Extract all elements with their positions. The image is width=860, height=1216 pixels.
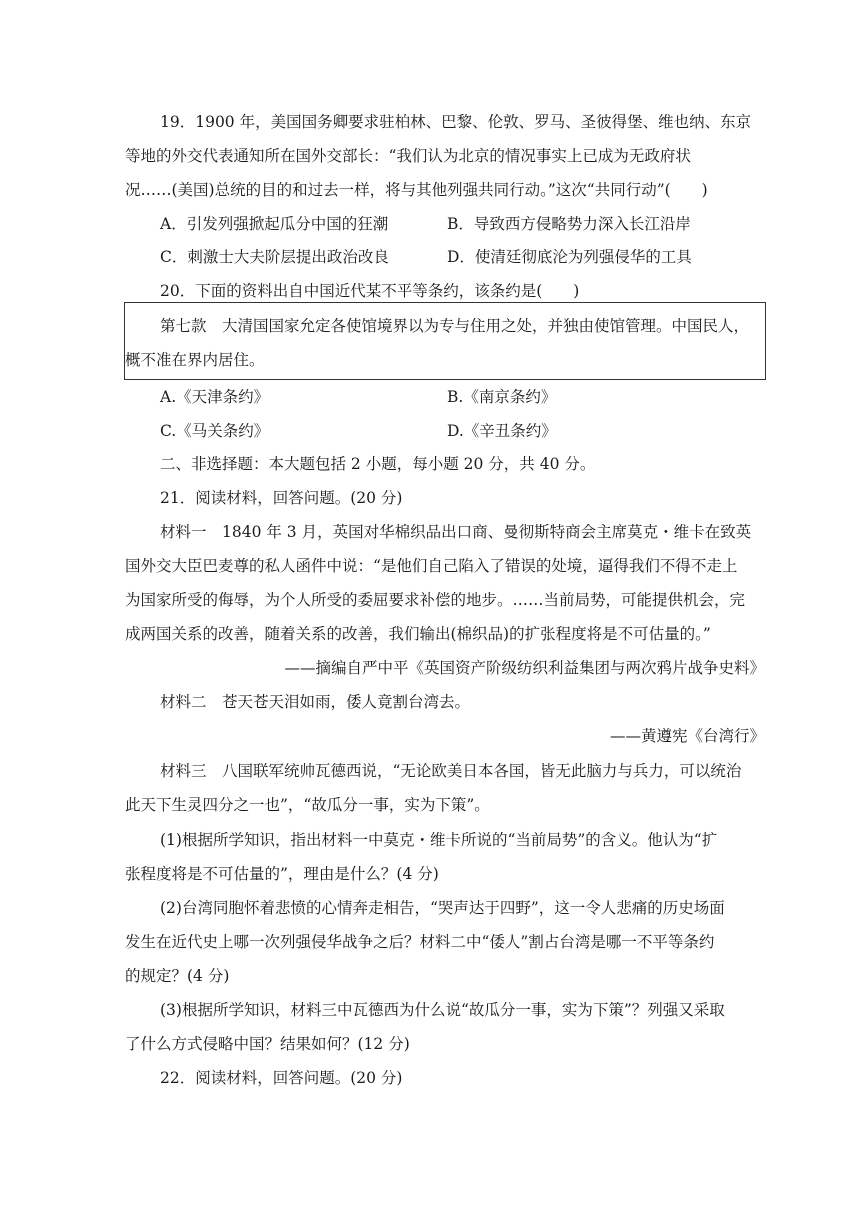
q21-material1-line2: 国外交大臣巴麦尊的私人函件中说：“是他们自己陷入了错误的处境，逼得我们不得不走上: [125, 557, 738, 575]
q21-material1-source: ——摘编自严中平《英国资产阶级纺织利益集团与两次鸦片战争史料》: [284, 659, 765, 677]
q21-subquestion3-line1: (3)根据所学知识，材料三中瓦德西为什么说“故瓜分一事，实为下策”？列强又采取: [160, 1001, 725, 1019]
q20-option-d: D.《辛丑条约》: [447, 422, 557, 440]
q21-stem: 21．阅读材料，回答问题。(20 分): [160, 489, 403, 507]
q21-subquestion2-line2: 发生在近代史上哪一次列强侵华战争之后？材料二中“倭人”割占台湾是哪一不平等条约: [125, 933, 715, 951]
q21-subquestion3-line2: 了什么方式侵略中国？结果如何？(12 分): [125, 1035, 410, 1053]
q21-material1-line4: 成两国关系的改善，随着关系的改善，我们输出(棉织品)的扩张程度将是不可估量的。”: [125, 625, 711, 643]
q19-stem-line1: 19．1900 年，美国国务卿要求驻柏林、巴黎、伦敦、罗马、圣彼得堡、维也纳、东京: [160, 113, 752, 131]
q20-option-b: B.《南京条约》: [447, 388, 557, 406]
q20-stem: 20．下面的资料出自中国近代某不平等条约，该条约是( ): [160, 282, 580, 300]
q20-option-a: A.《天津条约》: [160, 388, 270, 406]
q21-material2-line1: 材料二 苍天苍天泪如雨，倭人竟割台湾去。: [160, 693, 471, 711]
q19-option-d: D．使清廷彻底沦为列强侵华的工具: [447, 248, 692, 266]
q21-subquestion2-line3: 的规定？(4 分): [125, 967, 230, 985]
q21-material1-line3: 为国家所受的侮辱，为个人所受的委屈要求补偿的地步。……当前局势，可能提供机会，完: [125, 591, 746, 609]
q21-material2-source: ——黄遵宪《台湾行》: [609, 727, 765, 745]
q19-stem-line3: 况……(美国)总统的目的和过去一样，将与其他列强共同行动。”这次“共同行动”( ): [125, 181, 708, 199]
q22-stem: 22．阅读材料，回答问题。(20 分): [160, 1069, 403, 1087]
q19-option-c: C．刺激士大夫阶层提出政治改良: [160, 248, 389, 266]
q21-subquestion2-line1: (2)台湾同胞怀着悲愤的心情奔走相告，“哭声达于四野”，这一令人悲痛的历史场面: [160, 899, 725, 917]
q21-material3-line2: 此天下生灵四分之一也”，“故瓜分一事，实为下策”。: [125, 796, 490, 814]
q20-box-line2: 概不准在界内居住。: [125, 351, 265, 369]
q20-option-c: C.《马关条约》: [160, 422, 270, 440]
q21-material1-line1: 材料一 1840 年 3 月，英国对华棉织品出口商、曼彻斯特商会主席莫克・维卡在致英: [160, 523, 752, 541]
q19-option-a: A．引发列强掀起瓜分中国的狂潮: [160, 215, 389, 233]
q21-subquestion1-line2: 张程度将是不可估量的”，理由是什么？(4 分): [125, 865, 439, 883]
q21-subquestion1-line1: (1)根据所学知识，指出材料一中莫克・维卡所说的“当前局势”的含义。他认为“扩: [160, 831, 718, 849]
q19-stem-line2: 等地的外交代表通知所在国外交部长：“我们认为北京的情况事实上已成为无政府状: [125, 147, 691, 165]
q19-option-b: B．导致西方侵略势力深入长江沿岸: [447, 215, 691, 233]
q21-material3-line1: 材料三 八国联军统帅瓦德西说，“无论欧美日本各国，皆无此脑力与兵力，可以统治: [160, 762, 742, 780]
section-heading: 二、非选择题：本大题包括 2 小题，每小题 20 分，共 40 分。: [160, 455, 596, 473]
q20-box-line1: 第七款 大清国国家允定各使馆境界以为专与住用之处，并独由使馆管理。中国民人，: [160, 317, 750, 335]
